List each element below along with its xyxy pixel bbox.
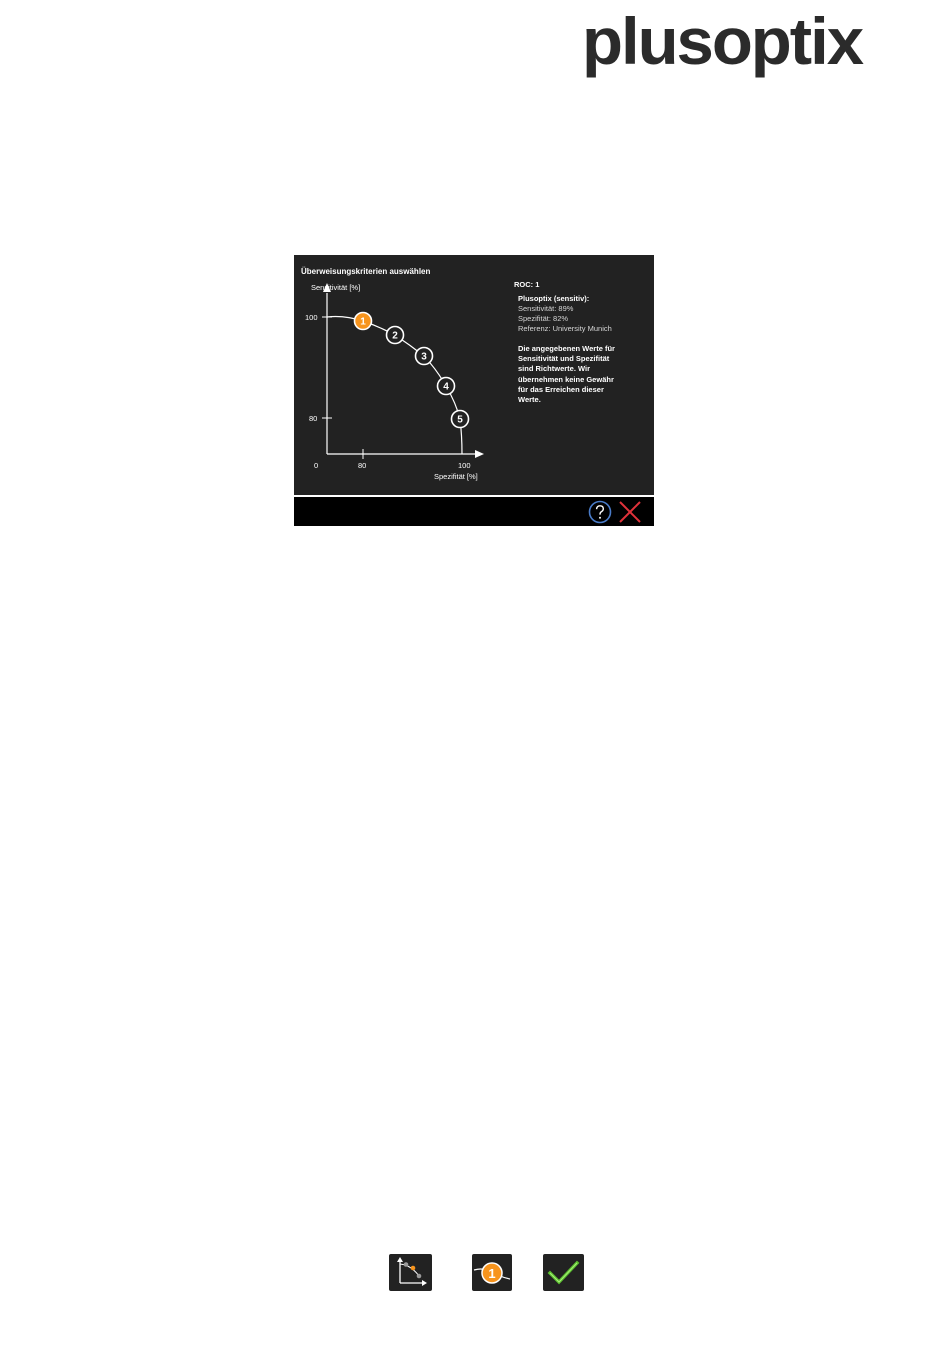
checkmark-icon — [543, 1254, 584, 1291]
y-axis-label: Sensitivität [%] — [311, 283, 361, 292]
roc-point-1[interactable] — [355, 313, 372, 330]
y-tick-label-100: 100 — [305, 313, 318, 322]
info-panel — [514, 280, 649, 405]
x-axis-arrow — [475, 450, 484, 458]
bottom-toolbar — [294, 495, 654, 526]
x-tick-label-100: 100 — [458, 461, 471, 470]
roc-point-2[interactable] — [387, 327, 404, 344]
roc-point-label: 5 — [457, 414, 463, 426]
specificity-value: Spezifität: 82% — [518, 314, 569, 323]
x-axis-label: Spezifität [%] — [434, 472, 478, 481]
close-button[interactable] — [618, 500, 642, 524]
roc-point-label: 3 — [421, 351, 427, 363]
roc-chart-icon — [389, 1254, 432, 1291]
disclaimer-line: sind Richtwerte. Wir — [518, 364, 591, 374]
x-tick-label-80: 80 — [358, 461, 367, 470]
help-button[interactable] — [588, 500, 612, 524]
close-x-icon — [618, 500, 642, 524]
roc-chart-button[interactable] — [389, 1254, 432, 1291]
roc-point-label: 2 — [392, 330, 398, 342]
roc-title: ROC: 1 — [514, 280, 540, 289]
y-tick-label-80: 80 — [309, 414, 318, 423]
x-tick-label-0: 0 — [314, 461, 319, 470]
disclaimer-line: für das Erreichen dieser — [518, 384, 604, 394]
roc-point-button[interactable] — [472, 1254, 512, 1291]
question-mark-icon — [588, 500, 612, 524]
roc-point-3[interactable] — [416, 348, 433, 365]
plusoptix-logo — [580, 12, 865, 92]
detail-title: Plusoptix (sensitiv): — [518, 294, 590, 303]
roc-point-label: 4 — [443, 381, 449, 393]
confirm-button[interactable] — [543, 1254, 584, 1291]
disclaimer-line: übernehmen keine Gewähr — [518, 374, 614, 384]
roc-point-1-icon — [472, 1254, 512, 1291]
roc-point-label: 1 — [360, 316, 366, 328]
disclaimer-line: Werte. — [518, 395, 541, 405]
sensitivity-value: Sensitivität: 89% — [518, 304, 574, 313]
screen-title: Überweisungskriterien auswählen — [301, 267, 431, 276]
roc-point-4[interactable] — [438, 378, 455, 395]
device-screen — [294, 255, 654, 526]
disclaimer-line: Sensitivität und Spezifität — [518, 354, 610, 364]
detail-block — [514, 294, 649, 334]
reference-text: Referenz: University Munich — [518, 324, 612, 333]
disclaimer-text — [514, 344, 649, 405]
disclaimer-line: Die angegebenen Werte für — [518, 344, 615, 353]
roc-point-1-label: 1 — [488, 1266, 496, 1281]
roc-point-5[interactable] — [452, 411, 469, 428]
logo-text: plusoptix — [582, 12, 865, 78]
